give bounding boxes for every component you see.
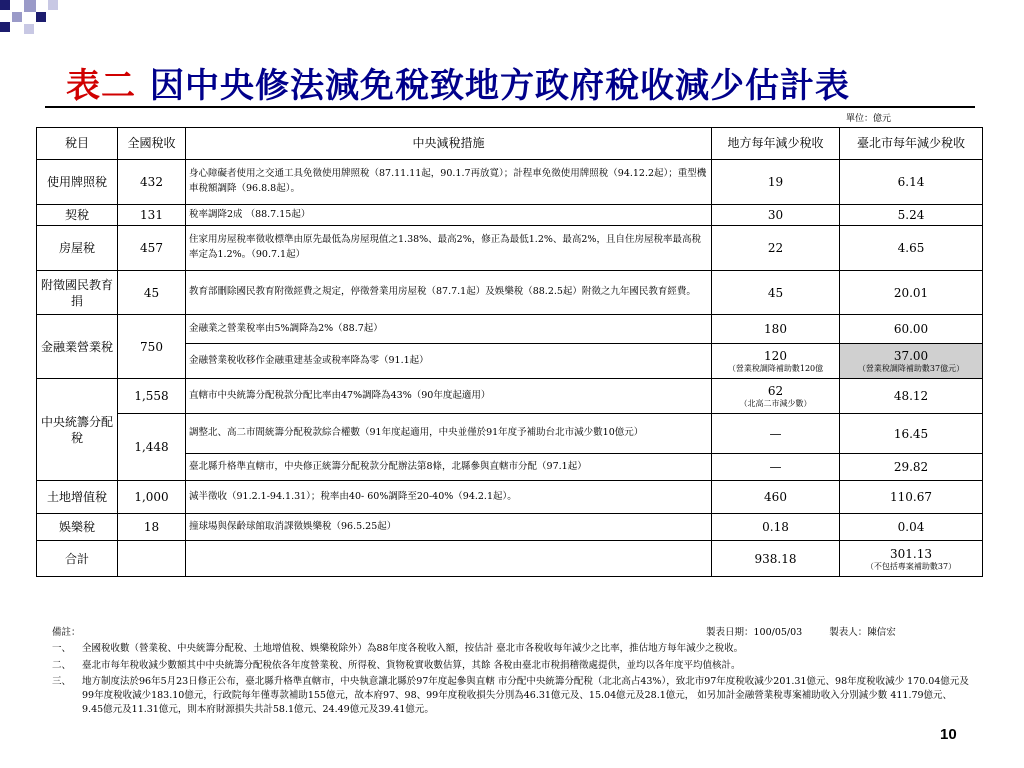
national-revenue: 131 [118, 205, 186, 226]
local-reduction: — [712, 414, 840, 454]
taipei-reduction: 0.04 [840, 514, 983, 541]
national-revenue: 45 [118, 271, 186, 315]
table-row [37, 160, 983, 205]
taipei-reduction: 4.65 [840, 226, 983, 271]
local-reduction: 30 [712, 205, 840, 226]
taipei-reduction: 48.12 [840, 379, 983, 414]
table-row [37, 315, 983, 344]
notes-label: 備註： [52, 627, 81, 638]
taipei-total [840, 541, 983, 577]
measure-text: 直轄市中央統籌分配稅款分配比率由47%調降為43%（90年度起適用） [186, 379, 712, 414]
unit-label: 單位：億元 [846, 114, 892, 124]
national-revenue: 18 [118, 514, 186, 541]
taipei-value: 37.00 [893, 349, 929, 364]
taipei-total-note: （不包括專案補助數37） [865, 561, 957, 571]
header-row [37, 128, 983, 160]
table-date: 製表日期：100/05/03 [706, 627, 803, 638]
table-row [37, 514, 983, 541]
taipei-note: （營業稅調降補助數37億元） [857, 364, 965, 374]
header-local: 地方每年減少稅收 [712, 128, 840, 160]
local-value: 62 [767, 384, 784, 399]
table-row [37, 414, 983, 454]
notes-meta [706, 626, 920, 640]
taipei-reduction: 6.14 [840, 160, 983, 205]
tax-name: 契稅 [37, 205, 118, 226]
measure-text: 教育部刪除國民教育附徵經費之規定，停徵營業用房屋稅（87.7.1起）及娛樂稅（88.2.5起）附徵之九年國民教育經費。 [186, 271, 712, 315]
local-reduction: 180 [712, 315, 840, 344]
national-revenue: 1,448 [118, 414, 186, 481]
tax-name: 金融業營業稅 [37, 315, 118, 379]
tax-name: 房屋稅 [37, 226, 118, 271]
page-title [66, 58, 850, 107]
local-reduction [712, 379, 840, 414]
total-label: 合計 [37, 541, 118, 577]
header-national: 全國稅收 [118, 128, 186, 160]
local-total: 938.18 [712, 541, 840, 577]
header-measure: 中央減稅措施 [186, 128, 712, 160]
local-reduction: — [712, 454, 840, 481]
note-number: 三、 [52, 675, 72, 687]
taipei-reduction [840, 344, 983, 379]
note-item [52, 659, 972, 673]
header-tax-item: 稅目 [37, 128, 118, 160]
taipei-reduction: 5.24 [840, 205, 983, 226]
note-number: 一、 [52, 643, 72, 655]
taipei-reduction: 29.82 [840, 454, 983, 481]
notes-section [52, 626, 972, 718]
note-text: 地方制度法於96年5月23日修正公布，臺北縣升格準直轄市，中央執意讓北縣於97年度起參與直轄 市分配中央統籌分配稅（北北高占43%），致北市97年度稅收減少201.31億元、98年度稅收減少 170.04億元及99年度稅收減少183.10億元，行政院每年僅專款補助155億元，故本府97、98、99年度稅收損失分別為46.31億元及、15.04億元及28.1億元， 如另加計金融營業稅專案補助收入分別減少數 411.79億元、9.45億元及11.31億元，則本府財源損失共計58.1億元、24.49億元及39.41億元。 [82, 675, 969, 716]
note-item [52, 675, 972, 718]
tax-name: 土地增值稅 [37, 481, 118, 514]
table-row [37, 226, 983, 271]
total-row [37, 541, 983, 577]
table-label: 表二 [66, 66, 136, 106]
measure-text: 稅率調降2成 （88.7.15起） [186, 205, 712, 226]
empty-cell [118, 541, 186, 577]
measure-text: 撞球場與保齡球館取消課徵娛樂稅（96.5.25起） [186, 514, 712, 541]
local-note: （營業稅調降補助數120億 [727, 364, 824, 374]
taipei-reduction: 60.00 [840, 315, 983, 344]
note-number: 二、 [52, 659, 72, 671]
measure-text: 臺北縣升格準直轄市，中央修正統籌分配稅款分配辦法第8條，北縣參與直轄市分配（97.1起） [186, 454, 712, 481]
local-note: （北高二市減少數） [739, 399, 812, 409]
table-row [37, 205, 983, 226]
tax-name: 娛樂稅 [37, 514, 118, 541]
tax-name: 使用牌照稅 [37, 160, 118, 205]
table-row [37, 271, 983, 315]
local-value: 120 [764, 349, 787, 364]
local-reduction: 45 [712, 271, 840, 315]
measure-text: 調整北、高二市間統籌分配稅款綜合權數（91年度起適用，中央並僅於91年度予補助台北市減少數10億元） [186, 414, 712, 454]
note-text: 全國稅收數（營業稅、中央統籌分配稅、土地增值稅、娛樂稅除外）為88年度各稅收入額，按估計 臺北市各稅收每年減少之比率，推估地方每年減少之稅收。 [82, 643, 744, 655]
measure-text: 身心障礙者使用之交通工具免徵使用牌照稅（87.11.11起，90.1.7再放寬）；計程車免徵使用牌照稅（94.12.2起）；重型機車稅額調降（96.8.8起）。 [186, 160, 712, 205]
local-reduction: 22 [712, 226, 840, 271]
measure-text: 住家用房屋稅率徵收標準由原先最低為房屋現值之1.38%、最高2%，修正為最低1.2%、最高2%，且自住房屋稅率最高稅率定為1.2%。（90.7.1起） [186, 226, 712, 271]
national-revenue: 1,000 [118, 481, 186, 514]
national-revenue: 750 [118, 315, 186, 379]
national-revenue: 1,558 [118, 379, 186, 414]
taipei-reduction: 110.67 [840, 481, 983, 514]
local-reduction: 19 [712, 160, 840, 205]
measure-text: 金融營業稅收移作金融重建基金或稅率降為零（91.1起） [186, 344, 712, 379]
national-revenue: 457 [118, 226, 186, 271]
table-maker: 製表人：陳信宏 [829, 627, 896, 638]
page-number: 10 [940, 726, 957, 743]
taipei-reduction: 20.01 [840, 271, 983, 315]
taipei-total-value: 301.13 [890, 546, 932, 561]
table-row [37, 481, 983, 514]
national-revenue: 432 [118, 160, 186, 205]
empty-cell [186, 541, 712, 577]
measure-text: 減半徵收（91.2.1-94.1.31）；稅率由40- 60%調降至20-40%（94.2.1起）。 [186, 481, 712, 514]
title-divider [45, 106, 975, 108]
tax-name: 中央統籌分配稅 [37, 379, 118, 481]
table-row [37, 379, 983, 414]
note-item [52, 642, 972, 656]
local-reduction [712, 344, 840, 379]
title-text: 因中央修法減免稅致地方政府稅收減少估計表 [150, 66, 850, 106]
measure-text: 金融業之營業稅率由5%調降為2%（88.7起） [186, 315, 712, 344]
tax-name: 附徵國民教育捐 [37, 271, 118, 315]
note-text: 臺北市每年稅收減少數額其中中央統籌分配稅依各年度營業稅、所得稅、貨物稅實收數估算，其餘 各稅由臺北市稅捐稽徵處提供，並均以各年度平均值核計。 [82, 659, 741, 671]
taipei-reduction: 16.45 [840, 414, 983, 454]
local-reduction: 0.18 [712, 514, 840, 541]
header-taipei: 臺北市每年減少稅收 [840, 128, 983, 160]
local-reduction: 460 [712, 481, 840, 514]
tax-table [36, 127, 983, 577]
